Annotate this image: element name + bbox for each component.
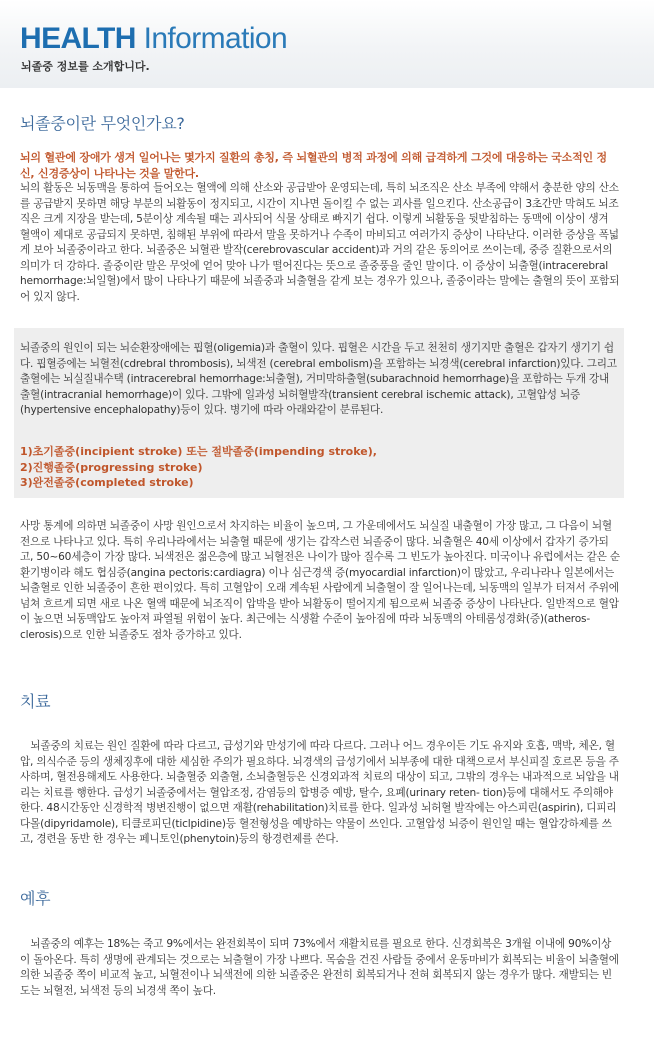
section-title-prognosis: 예후 <box>20 889 51 908</box>
causes-paragraph: 뇌졸중의 원인이 되는 뇌순환장애에는 핍혈(oligemia)과 출혈이 있다. 핍혈은 시간을 두고 천천히 생기지만 출혈은 갑자기 생기기 쉽다. 핍혈증에는 뇌혈전(cdrebral thrombosis), 뇌색전 (cerebral embolism)을 포함하는 뇌경색(cerebral infarction)있다. 그리고 출혈에는 뇌실질내수택 (intracerebral hemorrhage:뇌출혈), 거미막하출혈(subarachnoid hemorrhage)을 포함하는 두개 강내출혈(intracranial hemorrhage)이 있다. 그밖에 일과성 뇌허혈발작(transient cerebral ischemic attack), 고혈압성 뇌증(hypertensive encephalopathy)등이 있다. 병기에 따라 아래와같이 분류된다. <box>20 342 617 416</box>
page-header <box>0 0 654 88</box>
stroke-stage-item: 1)초기졸중(incipient stroke) 또는 절박졸중(impending stroke), <box>20 445 377 458</box>
prognosis-paragraph: 뇌졸중의 예후는 18%는 죽고 9%에서는 완전회복이 되며 73%에서 재활치료를 필요로 한다. 신경회복은 3개월 이내에 90%이상이 돌아온다. 특히 생명에 관계되는 것으로는 뇌출혈이 가장 나쁘다. 목숨을 건진 사람들 중에서 운동마비가 회복되는 비율이 뇌출혈에 의한 뇌졸중 쪽이 비교적 높고, 뇌혈전이나 뇌색전에 의한 뇌졸중은 완전히 회복되거나 전혀 회복되지 않는 경우가 많다. 재발되는 빈도는 뇌혈전, 뇌색전 등의 뇌경색 쪽이 높다. <box>20 938 619 997</box>
what-paragraph: 뇌의 활동은 뇌동맥을 통하여 들어오는 혈액에 의해 산소와 공급받아 운영되는데, 특히 뇌조직은 산소 부족에 약해서 충분한 양의 산소를 공급받지 못하면 해당 부분의 뇌활동이 정지되고, 시간이 지나면 돌이킬 수 없는 괴사를 일으킨다. 산소공급이 3초간만 막혀도 뇌조직은 크게 지장을 받는데, 5분이상 계속될 때는 괴사되어 식물 상태로 빠지기 쉽다. 이렇게 뇌활동을 뒷받침하는 동맥에 이상이 생겨 혈액이 제대로 공급되지 못하면, 침해된 부위에 따라서 말을 못하거나 수족이 마비되고 여러가지 증상이 나타난다. 이러한 증상을 폭넓게 보아 뇌졸중이라고 한다. 뇌졸중은 뇌혈관 발작(cerebrovascular accident)과 거의 같은 동의어로 쓰이는데, 중증 질환으로서의 의미가 더 강하다. 졸중이란 말은 무엇에 얻어 맞아 나가 떨어진다는 뜻으로 졸중풍을 줄인 말이다. 이 증상이 뇌출혈(intracerebral hemorrhage:뇌일혈)에서 많이 나타나기 때문에 뇌졸중과 뇌출혈을 같게 보는 경우가 있으나, 졸중이라는 말에는 출혈의 뜻이 포함되어 있지 않다. <box>20 182 620 303</box>
stroke-stage-item: 2)진행졸중(progressing stroke) <box>20 460 203 474</box>
section-title-treatment: 치료 <box>20 692 51 711</box>
page-title <box>20 22 287 56</box>
stroke-stage-list <box>20 444 377 491</box>
section-title-what: 뇌졸중이란 무엇인가요? <box>20 114 185 133</box>
what-lead: 뇌의 혈관에 장애가 생겨 일어나는 몇가지 질환의 총칭, 즉 뇌혈관의 병적 과정에 의해 급격하게 그것에 대응하는 국소적인 정신, 신경증상이 나타나는 것을 말한다. <box>20 151 607 180</box>
stats-paragraph: 사망 통계에 의하면 뇌졸중이 사망 원인으로서 차지하는 비율이 높으며, 그 가운데에서도 뇌실질 내출혈이 가장 많고, 그 다음이 뇌혈전으로 나타나고 있다. 특히 우리나라에서는 뇌출혈 때문에 생기는 갑작스런 뇌졸중이 많다. 뇌출혈은 40세 이상에서 갑자기 증가되고, 50~60세층이 가장 많다. 뇌색전은 젊은층에 많고 뇌혈전은 나이가 많아 질수록 그 빈도가 높아진다. 미국이나 유럽에서는 같은 순환기병이라 해도 협심증(angina pectoris:cardiagra) 이나 심근경색 증(myocardial infarction)이 많았고, 우리나라나 일본에서는 뇌출혈로 인한 뇌졸중이 흔한 편이었다. 특히 고혈압이 오래 계속된 사람에게 뇌출혈이 잘 일어나는데, 뇌동맥의 일부가 터져서 주위에 넘쳐 흐르게 되면 새로 나온 혈액 때문에 뇌조직이 압박을 받아 뇌활동이 떨어지게 됨으로써 뇌졸중 증상이 나타난다. 일반적으로 혈압이 높으면 뇌동맥압도 높아져 파열될 위험이 높다. 최근에는 식생활 수준이 높아짐에 따라 뇌동맥의 아테롬성경화(증)(atheros- clerosis)으로 인한 뇌졸중도 점차 증가하고 있다. <box>20 520 620 641</box>
page-subtitle: 뇌졸중 정보를 소개합니다. <box>21 60 150 73</box>
stroke-stage-item: 3)완전졸중(completed stroke) <box>20 476 194 489</box>
page-title-rest: Information <box>135 22 288 55</box>
causes-box <box>14 328 624 498</box>
page-title-bold: HEALTH <box>20 22 136 55</box>
treatment-paragraph: 뇌졸중의 치료는 원인 질환에 따라 다르고, 급성기와 만성기에 따라 다르다. 그러나 어느 경우이든 기도 유지와 호흡, 맥박, 체온, 혈압, 의식수준 등의 생체징후에 대한 세심한 주의가 필요하다. 뇌경색의 급성기에서 뇌부종에 대한 대책으로서 부신피질 호르몬 등을 주사하며, 혈전용해제도 사용한다. 뇌출혈중 외출혈, 소뇌출혈등은 신경외과적 치료의 대상이 되고, 그밖의 경우는 내과적으로 뇌압을 내리는 치료를 행한다. 급성기 뇌졸중에서는 혈압조정, 감염등의 합병증 예방, 탈수, 요폐(urinary reten- tion)등에 대해서도 주의해야 한다. 48시간동안 신경학적 병변진행이 없으면 재활(rehabilitation)치료를 한다. 일과성 뇌허혈 발작에는 아스피린(aspirin), 디피리다몰(dipyridamole), 티클로피딘(ticlpidine)등 혈전형성을 예방하는 약물이 쓰인다. 고혈압성 뇌증이 원인일 때는 혈압강하제를 쓰고, 경련을 동반 한 경우는 페니토인(phenytoin)등의 항경련제를 쓴다. <box>20 740 619 845</box>
